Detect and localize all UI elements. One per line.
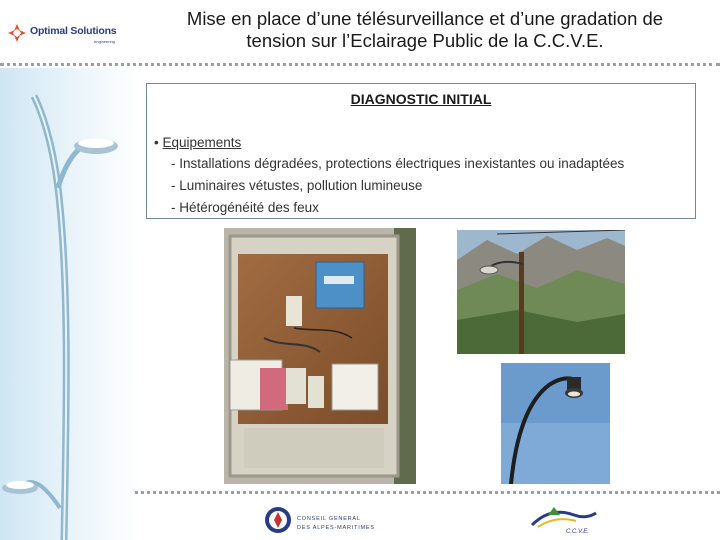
- ccve-logo: [528, 505, 598, 537]
- ccve-emblem-icon: [528, 505, 598, 530]
- photo-lamp-mountain: [457, 230, 625, 354]
- conseil-general-emblem-icon: [264, 506, 292, 534]
- top-dotted-divider: [0, 63, 720, 66]
- diagnostic-box: [146, 83, 696, 219]
- sub-item: [171, 200, 319, 215]
- photo-electrical-cabinet: [224, 228, 416, 484]
- bullet-marker: •: [154, 135, 159, 150]
- sub-item-dash: -: [171, 156, 176, 171]
- sub-item-text: Installations dégradées, protections électriques inexistantes ou inadaptées: [179, 156, 625, 171]
- conseil-general-logo: [264, 506, 384, 536]
- sub-item-dash: -: [171, 178, 176, 193]
- logo-text: Optimal Solutions: [30, 25, 117, 37]
- optimal-solutions-logo-icon: [6, 22, 28, 44]
- slide-title: [135, 8, 715, 52]
- slide-title-line-2: tension sur l’Eclairage Public de la C.C.V.E.: [246, 30, 604, 51]
- ccve-logo-text: C.C.V.E.: [566, 529, 589, 535]
- optimal-solutions-logo: [6, 20, 124, 50]
- sub-item-text: Luminaires vétustes, pollution lumineuse: [179, 178, 423, 193]
- slide-title-line-1: Mise en place d’une télésurveillance et d’une gradation de: [186, 8, 664, 29]
- sub-item-text: Hétérogénéité des feux: [179, 200, 319, 215]
- photo-street-lamp: [501, 363, 610, 484]
- conseil-general-line-1: CONSEIL GENERAL: [297, 516, 361, 522]
- conseil-general-line-2: DES ALPES-MARITIMES: [297, 525, 375, 531]
- bullet-equipements: [154, 135, 241, 150]
- diagnostic-title: DIAGNOSTIC INITIAL: [350, 91, 492, 107]
- sub-item: [171, 178, 422, 193]
- sub-item-dash: -: [171, 200, 176, 215]
- bottom-dotted-divider: [135, 491, 720, 494]
- street-lamp-illustration: [0, 68, 140, 540]
- bullet-label: Equipements: [162, 135, 242, 150]
- logo-subtext: engineering: [94, 39, 115, 44]
- sub-item: [171, 156, 624, 171]
